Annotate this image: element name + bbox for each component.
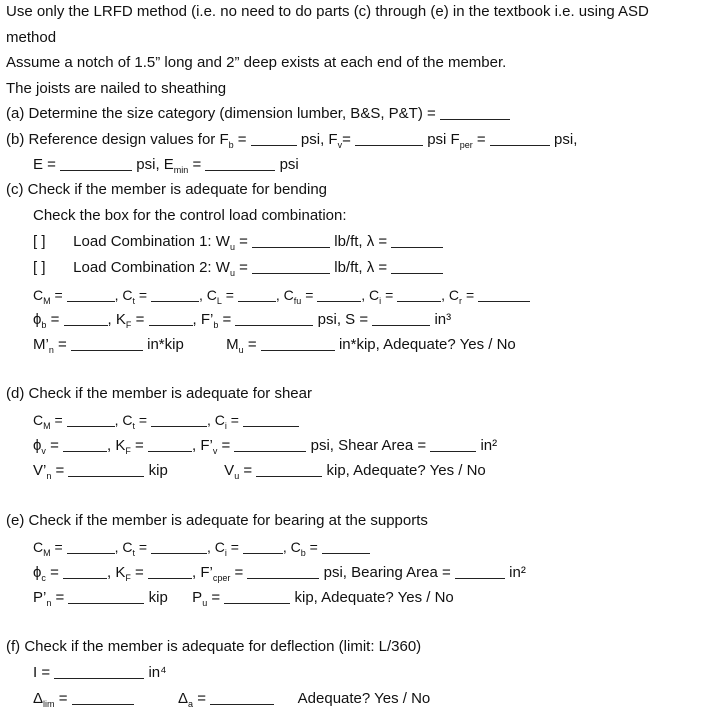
deflection-line (33, 690, 430, 713)
s-blank[interactable] (372, 311, 430, 326)
lc1-checkbox[interactable]: [ ] (33, 233, 46, 250)
shear-phi-line: $\phi_v$ = , $K_F$ = , $F’_v$ = psi, Shear Area = in² (33, 437, 498, 456)
factor-cr-sub: r (459, 295, 463, 306)
factor-ct: C (122, 287, 133, 303)
vu-sub: u (234, 471, 240, 481)
lc2-label: Load Combination 2: W (73, 259, 230, 276)
u-subscript: u (229, 242, 235, 252)
lc1-label: Load Combination 1: W (73, 233, 230, 250)
factor-ct: C (122, 539, 133, 555)
factor-cm-sub: M (43, 420, 51, 431)
equals: = (138, 412, 148, 428)
fprime-v-sub: v (212, 446, 218, 456)
mu-sub: u (238, 345, 244, 355)
phi-v: ϕ (33, 437, 42, 454)
pn-label: P’ (33, 589, 47, 606)
kf-sub: F (125, 573, 131, 583)
factor-ct-sub: t (132, 295, 136, 306)
equals: = (225, 287, 234, 303)
kip-label: kip (148, 462, 168, 479)
equals: = (135, 311, 145, 328)
lc2-lbft-label: lb/ft, λ = (334, 259, 388, 276)
inkip-label: in*kip (147, 336, 184, 353)
equals: = (135, 564, 144, 581)
fper-subscript: per (459, 140, 473, 150)
delta-a-sub: a (188, 699, 194, 709)
factor-cm-sub: M (43, 547, 51, 558)
lc1-wu-blank[interactable] (252, 233, 330, 248)
lc2-wu-blank[interactable] (252, 259, 330, 274)
fprime-cper-sub: cper (212, 573, 231, 583)
part-e-heading: (e) Check if the member is adequate for bearing at the supports (6, 512, 428, 529)
intro-line-2: Assume a notch of 1.5” long and 2” deep exists at each end of the member. (6, 54, 507, 71)
lc1-lbft-label: lb/ft, λ = (334, 233, 388, 250)
equals: = (385, 287, 394, 303)
fb-blank[interactable] (251, 131, 297, 146)
kf: K (115, 564, 126, 581)
fprime-b: F’ (200, 311, 214, 328)
equals: = (243, 462, 253, 479)
factor-ct-sub: t (132, 420, 136, 431)
equals: = (192, 156, 202, 173)
factor-cm: C (33, 287, 44, 303)
load-combination-2 (33, 259, 443, 282)
factor-ci: C (214, 539, 225, 555)
vn-sub: n (46, 471, 52, 481)
u-subscript: u (229, 268, 235, 278)
intro-line-3: The joists are nailed to sheathing (6, 80, 227, 97)
lc2-checkbox[interactable]: [ ] (33, 259, 46, 276)
equals: = (222, 311, 232, 328)
psi-s-label: psi, S = (317, 311, 369, 328)
equals: = (54, 412, 63, 428)
in2-label: in² (509, 564, 526, 581)
e-ct-blank[interactable] (151, 539, 207, 554)
factor-cl-sub: L (216, 295, 222, 306)
part-a-text: (a) Determine the size category (dimension lumber, B&S, P&T) = (6, 105, 436, 122)
equals: = (211, 589, 221, 606)
kf-c-blank[interactable] (148, 564, 192, 579)
factor-ct-sub: t (132, 547, 136, 558)
cr-blank[interactable] (478, 287, 530, 302)
equals: = (50, 564, 59, 581)
equals: = (237, 131, 247, 148)
e-blank[interactable] (60, 156, 132, 171)
bearing-factors-line: $C_M$ = , $C_t$ = , $C_i$ = , $C_b$ = (33, 538, 370, 562)
deflection-adequate: Adequate? Yes / No (297, 690, 431, 707)
phi-b-blank[interactable] (64, 311, 108, 326)
fv-subscript: v (337, 140, 343, 150)
in3-label: in³ (434, 311, 452, 328)
kf-sub: F (125, 446, 131, 456)
e-label: E = (33, 156, 56, 173)
pn-blank[interactable] (68, 589, 144, 604)
vu-label: V (224, 462, 235, 479)
pu-blank[interactable] (224, 589, 290, 604)
equals: = (135, 437, 144, 454)
e-cb-blank[interactable] (322, 539, 370, 554)
kf-v-blank[interactable] (148, 437, 192, 452)
equals: = (465, 287, 475, 303)
phi-v-sub: v (41, 446, 46, 456)
intro-line-1b: method (6, 29, 57, 46)
factor-ci: C (214, 412, 225, 428)
vu-blank[interactable] (256, 462, 322, 477)
factor-cm: C (33, 412, 44, 428)
delta-lim: Δ (33, 690, 44, 707)
fprime-b-sub: b (213, 320, 219, 330)
part-b-line-2 (33, 156, 299, 179)
emin-subscript: min (173, 165, 189, 175)
psi-label: psi, (554, 131, 578, 148)
equals: = (197, 690, 206, 707)
d-ci-blank[interactable] (243, 412, 299, 427)
delta-a: Δ (177, 690, 189, 707)
emin-blank[interactable] (205, 156, 275, 171)
part-b-line (6, 131, 577, 154)
e-ci-blank[interactable] (243, 539, 283, 554)
delta-lim-blank[interactable] (72, 690, 134, 705)
mu-label: M (226, 336, 239, 353)
factor-ci: C (369, 287, 380, 303)
bearing-force-line (33, 589, 454, 612)
pn-sub: n (46, 598, 52, 608)
mn-sub: n (48, 345, 54, 355)
kf: K (115, 437, 126, 454)
phi-c-sub: c (41, 573, 46, 583)
cm-blank[interactable] (67, 287, 115, 302)
cl-blank[interactable] (238, 287, 276, 302)
factor-ci-sub: i (224, 547, 227, 558)
factor-cl: C (206, 287, 217, 303)
phi-b: ϕ (33, 311, 42, 328)
equals: = (50, 437, 59, 454)
phi-b-sub: b (41, 320, 47, 330)
bearing-area-blank[interactable] (455, 564, 505, 579)
factor-cfu-sub: fu (293, 295, 302, 306)
equals: = (55, 462, 65, 479)
factor-cfu: C (283, 287, 294, 303)
shear-factors-line: $C_M$ = , $C_t$ = , $C_i$ = (33, 411, 299, 435)
fprime-b-blank[interactable] (235, 311, 313, 326)
lc1-lambda-blank[interactable] (391, 233, 443, 248)
kf: K (115, 311, 126, 328)
bearing-adequate: kip, Adequate? Yes / No (294, 589, 454, 606)
factor-ct: C (122, 412, 133, 428)
e-psi-label: psi, E (136, 156, 174, 173)
control-box-prompt: Check the box for the control load combination: (33, 207, 347, 224)
d-ct-blank[interactable] (151, 412, 207, 427)
equals: = (230, 412, 239, 428)
shear-area-blank[interactable] (430, 437, 476, 452)
equals: = (239, 259, 248, 276)
fprime-v: F’ (200, 437, 213, 454)
inertia-line (33, 664, 167, 682)
equals: = (138, 539, 148, 555)
kf-b-blank[interactable] (149, 311, 193, 326)
psi-fper-label: psi F (427, 131, 460, 148)
fper-blank[interactable] (490, 131, 550, 146)
shear-area-label: psi, Shear Area = (310, 437, 427, 454)
equals: = (309, 539, 318, 555)
pu-label: P (192, 589, 203, 606)
equals: = (342, 131, 351, 148)
fprime-cper-blank[interactable] (247, 564, 319, 579)
equals: = (221, 437, 231, 454)
delta-a-blank[interactable] (210, 690, 274, 705)
e-cm-blank[interactable] (67, 539, 115, 554)
bearing-phi-line: $\phi_c$ = , $K_F$ = , $F’_{cper}$ = psi, Bearing Area = in² (33, 564, 526, 583)
factor-ci-sub: i (379, 295, 382, 306)
bending-adequate: in*kip, Adequate? Yes / No (338, 336, 516, 353)
d-cm-blank[interactable] (67, 412, 115, 427)
equals: = (239, 233, 248, 250)
i-label: I = (33, 664, 51, 681)
bending-factors-line: $C_M$ = , $C_t$ = , $C_L$ = , $C_{fu}$ = , $C_i$ = , $C_r$ = (33, 286, 530, 310)
i-blank[interactable] (54, 664, 144, 679)
cfu-blank[interactable] (317, 287, 361, 302)
part-f-heading: (f) Check if the member is adequate for deflection (limit: L/360) (6, 638, 422, 655)
bearing-area-label: psi, Bearing Area = (323, 564, 451, 581)
size-category-blank[interactable] (440, 105, 510, 120)
part-c-heading: (c) Check if the member is adequate for bending (6, 181, 327, 198)
factor-cb-sub: b (300, 547, 306, 558)
kf-sub: F (125, 320, 132, 330)
pu-sub: u (202, 598, 208, 608)
equals: = (476, 131, 486, 148)
ci-blank[interactable] (397, 287, 441, 302)
equals: = (305, 287, 314, 303)
equals: = (230, 539, 239, 555)
equals: = (234, 564, 244, 581)
intro-line-1: Use only the LRFD method (i.e. no need to do parts (c) through (e) in the textbook i.e. using ASD (6, 3, 649, 20)
mn-blank[interactable] (71, 336, 143, 351)
equals: = (58, 336, 67, 353)
part-a-line (6, 105, 510, 123)
psi-fv-label: psi, F (300, 131, 338, 148)
ct-blank[interactable] (151, 287, 199, 302)
factor-cm: C (33, 539, 44, 555)
equals: = (54, 539, 63, 555)
equals: = (58, 690, 68, 707)
factor-cb: C (290, 539, 301, 555)
equals: = (247, 336, 257, 353)
equals: = (50, 311, 60, 328)
phi-c-blank[interactable] (63, 564, 107, 579)
in4-label: in⁴ (148, 664, 167, 681)
in2-label: in² (480, 437, 498, 454)
shear-adequate: kip, Adequate? Yes / No (326, 462, 486, 479)
vn-label: V’ (33, 462, 47, 479)
phi-c: ϕ (33, 564, 42, 581)
shear-force-line (33, 462, 486, 485)
lc2-lambda-blank[interactable] (391, 259, 443, 274)
mn-label: M’ (33, 336, 49, 353)
equals: = (138, 287, 148, 303)
emin-psi-label: psi (279, 156, 299, 173)
factor-cm-sub: M (43, 295, 51, 306)
delta-lim-sub: lim (43, 699, 55, 709)
load-combination-1 (33, 233, 443, 256)
equals: = (54, 287, 63, 303)
part-b-label: (b) Reference design values for F (6, 131, 229, 148)
fprime-cper: F’ (200, 564, 213, 581)
bending-moment-line (33, 336, 516, 359)
fv-blank[interactable] (355, 131, 423, 146)
equals: = (55, 589, 65, 606)
mu-blank[interactable] (261, 336, 335, 351)
bending-phi-line: $\phi_b$ = , $K_F$ = , $F’_b$ = psi, S = in³ (33, 311, 452, 330)
kip-label: kip (148, 589, 168, 606)
phi-v-blank[interactable] (63, 437, 107, 452)
vn-blank[interactable] (68, 462, 144, 477)
factor-cr: C (448, 287, 460, 303)
part-d-heading: (d) Check if the member is adequate for shear (6, 385, 312, 402)
fprime-v-blank[interactable] (234, 437, 306, 452)
fb-subscript: b (228, 140, 234, 150)
factor-ci-sub: i (224, 420, 227, 431)
